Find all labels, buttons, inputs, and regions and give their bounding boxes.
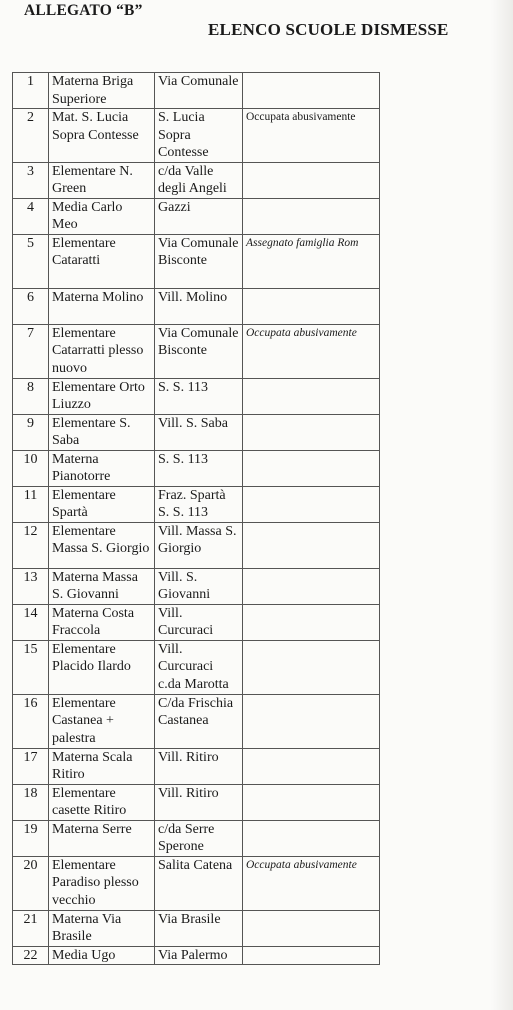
school-location: Via Comunale: [155, 73, 243, 109]
table-row: [13, 820, 380, 856]
row-number: 4: [13, 198, 49, 234]
row-number: 5: [13, 234, 49, 288]
table-row: [13, 324, 380, 378]
table-row: [13, 784, 380, 820]
row-number: 9: [13, 414, 49, 450]
school-name: Materna Molino: [49, 288, 155, 324]
school-note: [243, 694, 380, 748]
school-location: C/da Frischia Castanea: [155, 694, 243, 748]
school-location: Vill. Ritiro: [155, 784, 243, 820]
school-note: [243, 522, 380, 568]
row-number: 20: [13, 856, 49, 910]
school-note: [243, 820, 380, 856]
attachment-label: ALLEGATO “B”: [24, 2, 143, 19]
row-number: 11: [13, 486, 49, 522]
school-name: Mat. S. Lucia Sopra Contesse: [49, 109, 155, 163]
table-row: [13, 486, 380, 522]
page-edge-shadow: [491, 0, 513, 1010]
school-name: Materna Serre: [49, 820, 155, 856]
school-note: [243, 73, 380, 109]
row-number: 22: [13, 946, 49, 965]
table-row: [13, 414, 380, 450]
school-name: Materna Via Brasile: [49, 910, 155, 946]
school-location: Vill. Molino: [155, 288, 243, 324]
school-name: Elementare Cataratti: [49, 234, 155, 288]
row-number: 2: [13, 109, 49, 163]
school-location: Vill. Curcuraci c.da Marotta: [155, 640, 243, 694]
school-location: Salita Catena: [155, 856, 243, 910]
table-row: [13, 522, 380, 568]
school-note: [243, 568, 380, 604]
table-row: [13, 109, 380, 163]
table-row: [13, 604, 380, 640]
school-note: [243, 288, 380, 324]
row-number: 13: [13, 568, 49, 604]
school-location: c/da Serre Sperone: [155, 820, 243, 856]
school-location: Vill. S. Saba: [155, 414, 243, 450]
schools-table: [12, 72, 380, 965]
table-row: [13, 234, 380, 288]
school-name: Elementare Massa S. Giorgio: [49, 522, 155, 568]
table-row: [13, 162, 380, 198]
table-row: [13, 288, 380, 324]
row-number: 16: [13, 694, 49, 748]
table-row: [13, 73, 380, 109]
school-location: Vill. S. Giovanni: [155, 568, 243, 604]
school-note: [243, 946, 380, 965]
row-number: 17: [13, 748, 49, 784]
school-name: Elementare Spartà: [49, 486, 155, 522]
row-number: 1: [13, 73, 49, 109]
school-location: Vill. Massa S. Giorgio: [155, 522, 243, 568]
row-number: 10: [13, 450, 49, 486]
school-note: [243, 450, 380, 486]
school-note: Occupata abusivamente: [243, 856, 380, 910]
table-row: [13, 856, 380, 910]
row-number: 12: [13, 522, 49, 568]
row-number: 14: [13, 604, 49, 640]
school-name: Elementare N. Green: [49, 162, 155, 198]
school-note: [243, 784, 380, 820]
school-note: Occupata abusivamente: [243, 109, 380, 163]
school-note: Occupata abusivamente: [243, 324, 380, 378]
school-name: Media Ugo: [49, 946, 155, 965]
row-number: 3: [13, 162, 49, 198]
table-row: [13, 910, 380, 946]
school-location: Vill. Curcuraci: [155, 604, 243, 640]
school-name: Elementare Placido Ilardo: [49, 640, 155, 694]
school-note: [243, 604, 380, 640]
school-name: Media Carlo Meo: [49, 198, 155, 234]
school-note: [243, 198, 380, 234]
school-location: Via Palermo: [155, 946, 243, 965]
school-name: Elementare S. Saba: [49, 414, 155, 450]
school-name: Materna Briga Superiore: [49, 73, 155, 109]
school-note: [243, 162, 380, 198]
school-location: Via Brasile: [155, 910, 243, 946]
table-row: [13, 450, 380, 486]
school-location: S. S. 113: [155, 378, 243, 414]
row-number: 7: [13, 324, 49, 378]
table-row: [13, 378, 380, 414]
row-number: 18: [13, 784, 49, 820]
document-title: ELENCO SCUOLE DISMESSE: [208, 20, 449, 39]
school-location: Gazzi: [155, 198, 243, 234]
table-row: [13, 640, 380, 694]
school-location: Via Comunale Bisconte: [155, 324, 243, 378]
table-row: [13, 568, 380, 604]
school-name: Elementare casette Ritiro: [49, 784, 155, 820]
school-name: Elementare Paradiso plesso vecchio: [49, 856, 155, 910]
schools-table-body: [13, 73, 380, 965]
school-note: [243, 378, 380, 414]
school-name: Materna Massa S. Giovanni: [49, 568, 155, 604]
school-note: [243, 414, 380, 450]
school-note: [243, 910, 380, 946]
table-row: [13, 748, 380, 784]
school-note: [243, 748, 380, 784]
school-location: S. Lucia Sopra Contesse: [155, 109, 243, 163]
school-location: Vill. Ritiro: [155, 748, 243, 784]
school-location: c/da Valle degli Angeli: [155, 162, 243, 198]
school-note: Assegnato famiglia Rom: [243, 234, 380, 288]
table-row: [13, 694, 380, 748]
school-location: Fraz. Spartà S. S. 113: [155, 486, 243, 522]
school-location: S. S. 113: [155, 450, 243, 486]
row-number: 6: [13, 288, 49, 324]
row-number: 8: [13, 378, 49, 414]
school-name: Elementare Orto Liuzzo: [49, 378, 155, 414]
row-number: 19: [13, 820, 49, 856]
row-number: 15: [13, 640, 49, 694]
table-row: [13, 198, 380, 234]
table-row: [13, 946, 380, 965]
school-location: Via Comunale Bisconte: [155, 234, 243, 288]
school-note: [243, 486, 380, 522]
school-note: [243, 640, 380, 694]
school-name: Elementare Castanea + palestra: [49, 694, 155, 748]
row-number: 21: [13, 910, 49, 946]
school-name: Materna Scala Ritiro: [49, 748, 155, 784]
school-name: Materna Costa Fraccola: [49, 604, 155, 640]
school-name: Materna Pianotorre: [49, 450, 155, 486]
school-name: Elementare Catarratti plesso nuovo: [49, 324, 155, 378]
